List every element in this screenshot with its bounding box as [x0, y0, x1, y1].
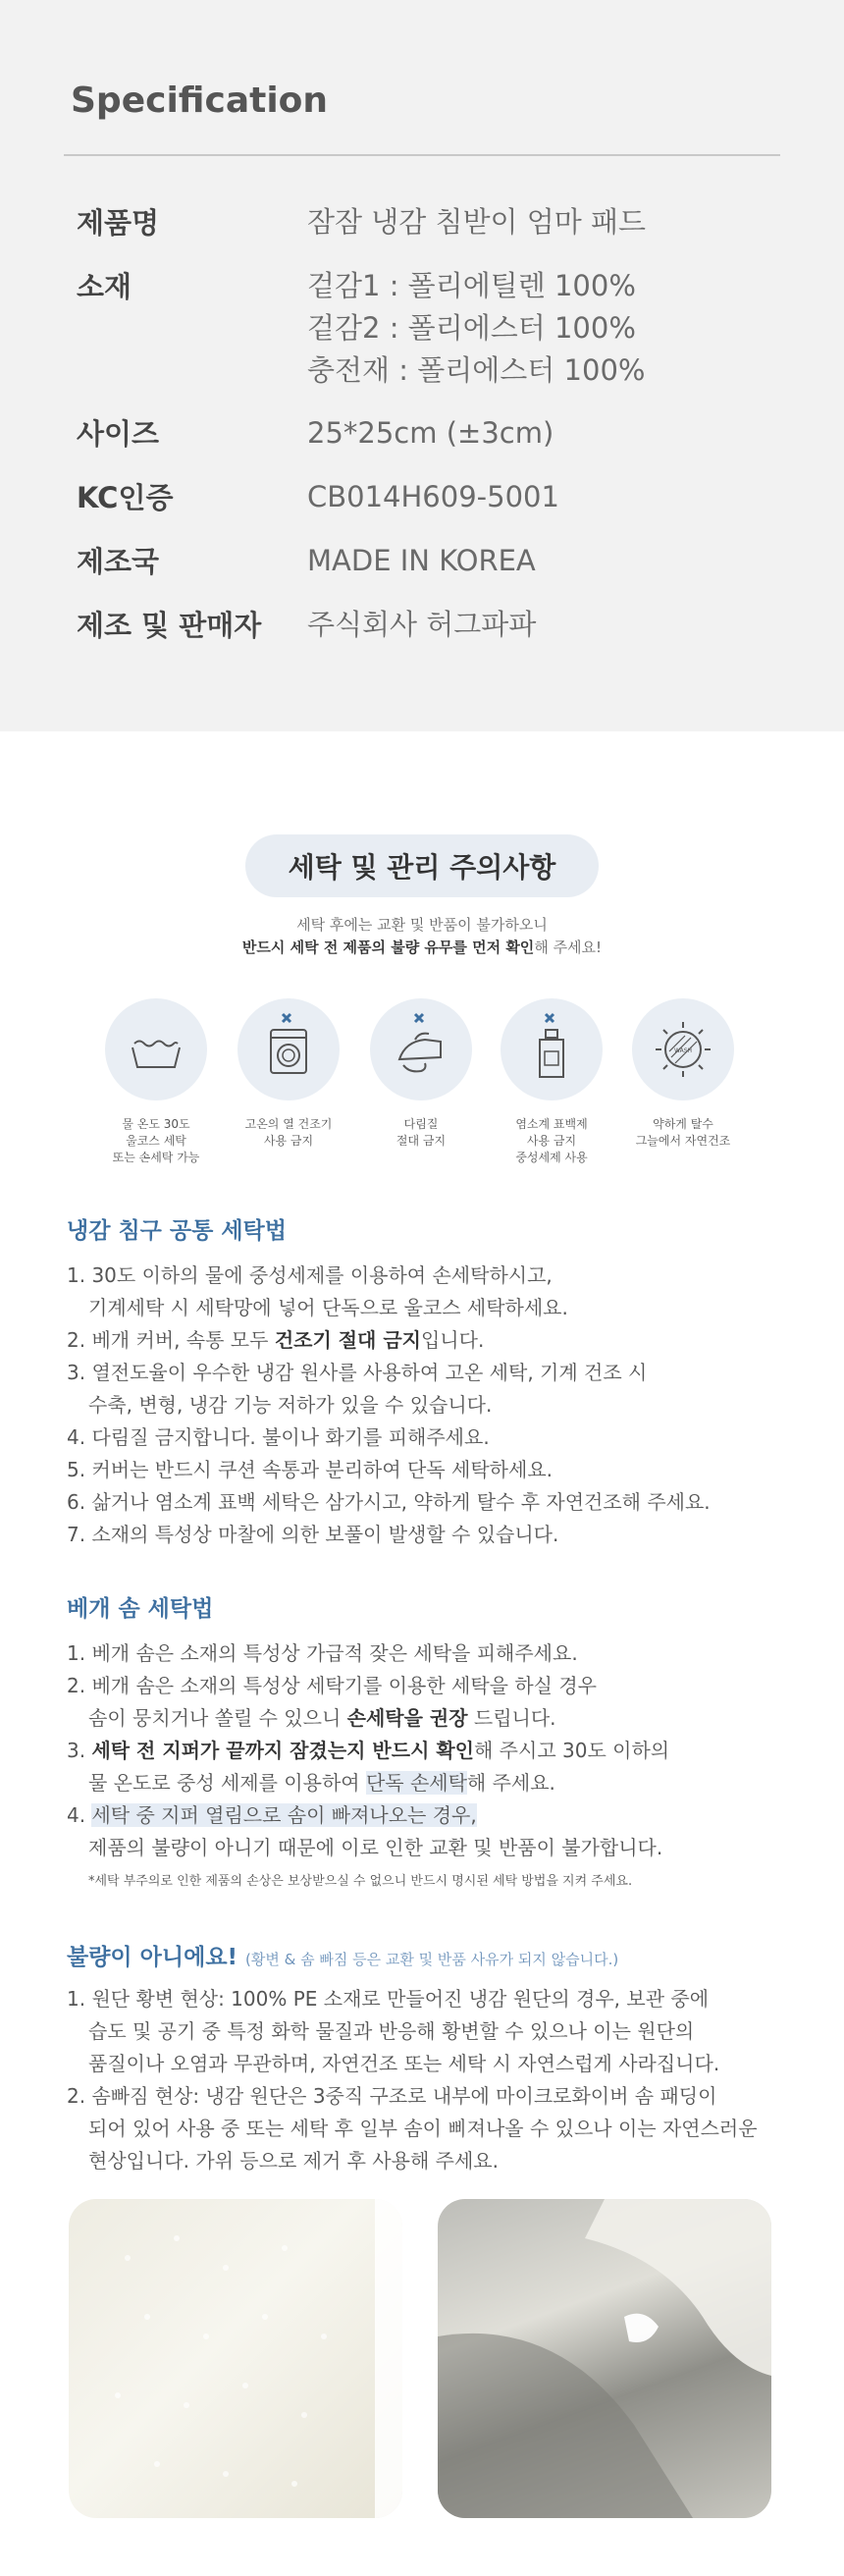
spec-value: 겉감1 : 폴리에틸렌 100%	[307, 269, 636, 302]
spec-value: 주식회사 허그파파	[307, 608, 537, 641]
no-tumble-dry-icon	[237, 998, 340, 1100]
not-defect-title	[67, 1939, 618, 1971]
spec-title: Specification	[71, 80, 329, 121]
care-subtitle-2	[0, 937, 844, 957]
list-item: 2. 솜빠짐 현상: 냉감 원단은 3중직 구조로 내부에 마이크로화이버 솜 패딩이 되어 있어 사용 중 또는 세탁 후 일부 솜이 삐져나올 수 있으나 이는 자연스러운 현상입니다. 가위 등으로 제거 후 사용해 주세요.	[67, 2084, 758, 2173]
pillow-wash-footnote: *세탁 부주의로 인한 제품의 손상은 보상받으실 수 없으니 반드시 명시된 세탁 방법을 지켜 주세요.	[88, 1874, 633, 1889]
care-subtitle: 세탁 후에는 교환 및 반품이 불가하오니	[296, 916, 548, 934]
list-item: 1. 베개 솜은 소재의 특성상 가급적 잦은 세탁을 피해주세요.	[67, 1641, 578, 1665]
spec-value: 겉감2 : 폴리에스터 100%	[307, 311, 636, 345]
spec-label: 제품명	[77, 206, 160, 240]
list-item: 6. 삶거나 염소계 표백 세탁은 삼가시고, 약하게 탈수 후 자연건조해 주세요.	[67, 1490, 711, 1514]
fabric-padding-photo	[438, 2199, 771, 2518]
no-iron-icon	[370, 998, 472, 1100]
icon-caption: 다림질 절대 금지	[396, 1117, 447, 1148]
list-item: 2. 베개 솜은 소재의 특성상 세탁기를 이용한 세탁을 하실 경우 솜이 뭉치거나 쏠릴 수 있으니 손세탁을 권장 드립니다.	[67, 1674, 597, 1730]
not-defect-note: (황변 & 솜 빠짐 등은 교환 및 반품 사유가 되지 않습니다.)	[245, 1951, 619, 1968]
spec-value: CB014H609-5001	[307, 480, 559, 513]
list-item: 3. 세탁 전 지퍼가 끝까지 잠겼는지 반드시 확인해 주시고 30도 이하의 물 온도로 중성 세제를 이용하여 단독 손세탁해 주세요.	[67, 1739, 670, 1795]
not-defect-heading: 불량이 아니에요!	[67, 1945, 238, 1970]
list-item: 4. 세탁 중 지퍼 열림으로 솜이 빠져나오는 경우, 제품의 불량이 아니기 때문에 이로 인한 교환 및 반품이 불가합니다.	[67, 1803, 663, 1859]
common-wash-title: 냉감 침구 공통 세탁법	[67, 1218, 287, 1244]
shade-dry-badge: WASH	[673, 1047, 693, 1054]
list-item: 2. 베개 커버, 속통 모두 건조기 절대 금지입니다.	[67, 1328, 485, 1352]
spec-label: 소재	[77, 270, 132, 303]
icon-caption: 약하게 탈수 그늘에서 자연건조	[635, 1117, 731, 1148]
spec-divider	[64, 154, 780, 156]
icon-caption: 물 온도 30도 울코스 세탁 또는 손세탁 가능	[112, 1117, 200, 1164]
spec-label: 제조국	[77, 545, 160, 578]
list-item: 4. 다림질 금지합니다. 불이나 화기를 피해주세요.	[67, 1425, 490, 1449]
spec-label: 사이즈	[77, 417, 160, 451]
spec-value: MADE IN KOREA	[307, 544, 536, 577]
spec-label: 제조 및 판매자	[77, 609, 262, 642]
list-item: 5. 커버는 반드시 쿠션 속통과 분리하여 단독 세탁하세요.	[67, 1458, 553, 1481]
care-title: 세탁 및 관리 주의사항	[245, 834, 599, 897]
care-subtitle-rest: 해 주세요!	[534, 939, 603, 956]
pillow-wash-title: 베개 솜 세탁법	[67, 1596, 214, 1622]
specification-section	[0, 0, 844, 731]
care-subtitle-bold: 반드시 세탁 전 제품의 불량 유무를 먼저 확인	[241, 939, 535, 956]
spec-value: 충전재 : 폴리에스터 100%	[307, 353, 646, 387]
list-item: 1. 원단 황변 현상: 100% PE 소재로 만들어진 냉감 원단의 경우, 보관 중에 습도 및 공기 중 특정 화학 물질과 반응해 황변할 수 있으나 이는 원단의 품질이나 오염과 무관하며, 자연건조 또는 세탁 시 자연스럽게 사라집니다.	[67, 1987, 720, 2075]
hand-wash-icon	[105, 998, 207, 1100]
spec-value: 잠잠 냉감 침받이 엄마 패드	[307, 205, 647, 239]
icon-caption: 염소계 표백제 사용 금지 중성세제 사용	[515, 1117, 588, 1164]
shade-dry-icon	[632, 998, 734, 1100]
list-item: 7. 소재의 특성상 마찰에 의한 보풀이 발생할 수 있습니다.	[67, 1523, 559, 1546]
list-item: 1. 30도 이하의 물에 중성세제를 이용하여 손세탁하시고, 기계세탁 시 세탁망에 넣어 단독으로 울코스 세탁하세요.	[67, 1263, 568, 1319]
icon-caption: 고온의 열 건조기 사용 금지	[244, 1117, 333, 1148]
spec-label: KC인증	[77, 481, 174, 514]
fabric-yellowing-photo	[69, 2199, 402, 2518]
spec-value: 25*25cm (±3cm)	[307, 416, 554, 450]
no-bleach-icon	[501, 998, 603, 1100]
list-item: 3. 열전도율이 우수한 냉감 원사를 사용하여 고온 세탁, 기계 건조 시 수축, 변형, 냉감 기능 저하가 있을 수 있습니다.	[67, 1361, 648, 1417]
